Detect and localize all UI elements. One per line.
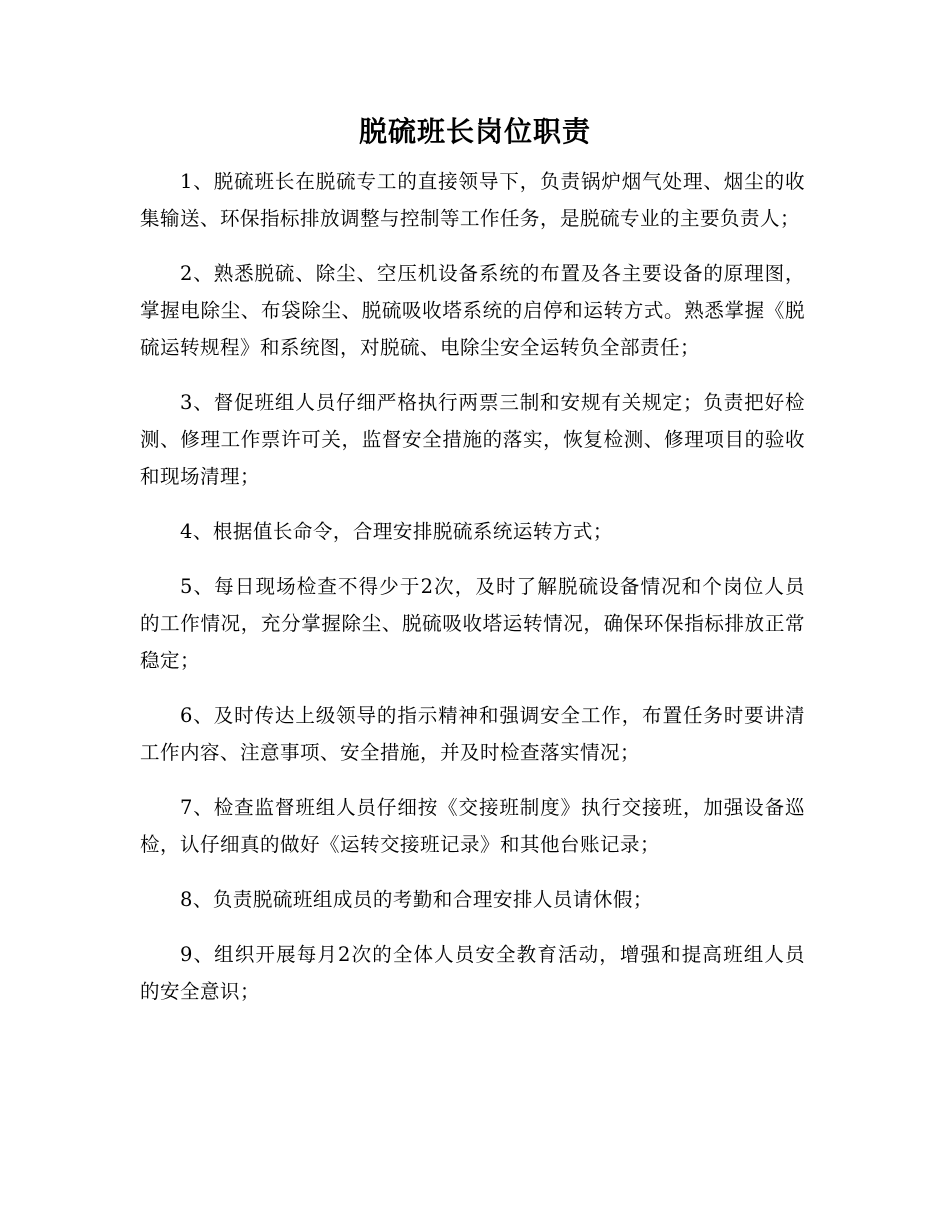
paragraph-7: 7、检查监督班组人员仔细按《交接班制度》执行交接班，加强设备巡检，认仔细真的做好《运转交接班记录》和其他台账记录；: [140, 796, 805, 856]
document-body: [140, 163, 805, 1028]
paragraph-8: 8、负责脱硫班组成员的考勤和合理安排人员请休假；: [180, 888, 653, 911]
paragraph-5: 5、每日现场检查不得少于2次，及时了解脱硫设备情况和个岗位人员的工作情况，充分掌握除尘、脱硫吸收塔运转情况，确保环保指标排放正常稳定；: [140, 575, 805, 672]
document-title: 脱硫班长岗位职责: [358, 115, 591, 148]
paragraph-1: 1、脱硫班长在脱硫专工的直接领导下，负责锅炉烟气处理、烟尘的收集输送、环保指标排放调整与控制等工作任务，是脱硫专业的主要负责人；: [140, 170, 805, 230]
paragraph-2: 2、熟悉脱硫、除尘、空压机设备系统的布置及各主要设备的原理图，掌握电除尘、布袋除尘、脱硫吸收塔系统的启停和运转方式。熟悉掌握《脱硫运转规程》和系统图，对脱硫、电除尘安全运转负全部责任；: [140, 262, 805, 359]
paragraph-6: 6、及时传达上级领导的指示精神和强调安全工作，布置任务时要讲清工作内容、注意事项、安全措施，并及时检查落实情况；: [140, 704, 805, 764]
paragraph-3: 3、督促班组人员仔细严格执行两票三制和安规有关规定；负责把好检测、修理工作票许可关，监督安全措施的落实，恢复检测、修理项目的验收和现场清理；: [140, 391, 805, 488]
paragraph-9: 9、组织开展每月2次的全体人员安全教育活动，增强和提高班组人员的安全意识；: [140, 943, 805, 1003]
paragraph-4: 4、根据值长命令，合理安排脱硫系统运转方式；: [180, 520, 613, 543]
